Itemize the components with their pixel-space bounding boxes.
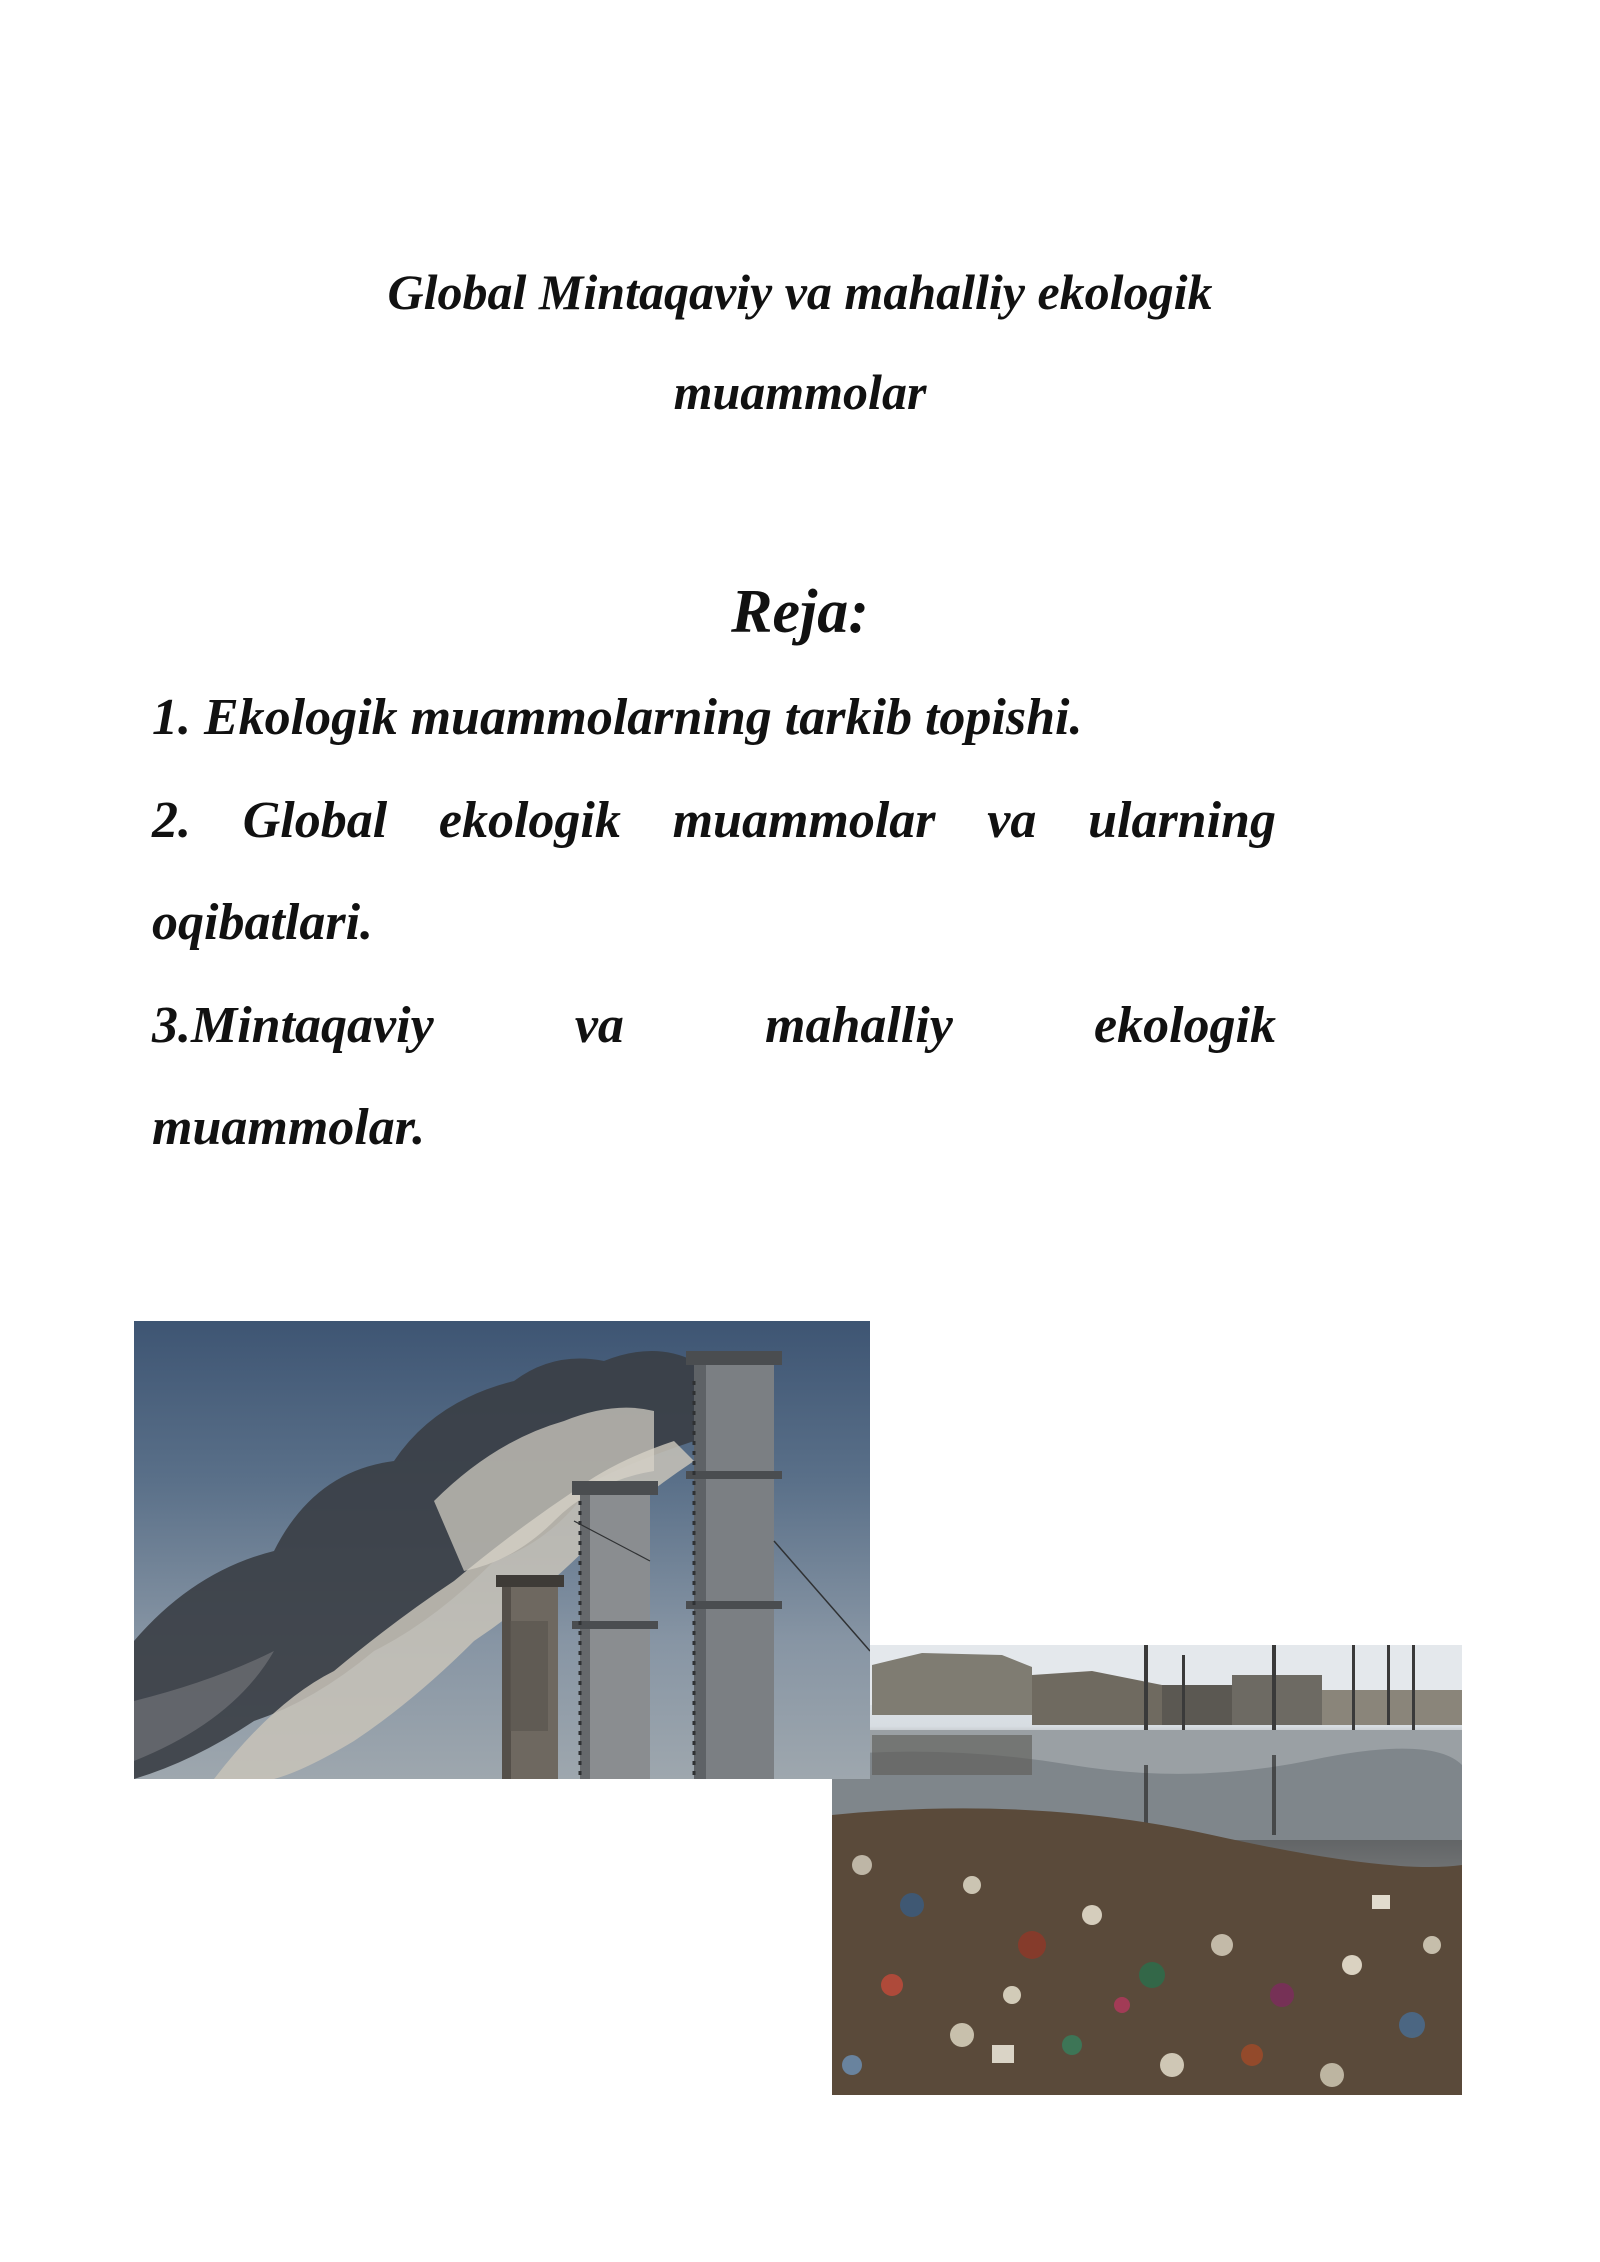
title-line-1: Global Mintaqaviy va mahalliy ekologik	[387, 264, 1213, 320]
plan-item-2-word: ekologik	[438, 792, 621, 849]
plan-item-2-word: Global	[242, 792, 388, 849]
plan-item-3-word: 3.Mintaqaviy	[152, 997, 434, 1054]
plan-item-3-word: va	[574, 997, 624, 1054]
plan-item-2-word: 2.	[152, 792, 191, 849]
plan-item-1: 1. Ekologik muammolarning tarkib topishi.	[152, 689, 1083, 746]
title-line-2: muammolar	[673, 364, 927, 420]
plan-item-3-word: mahalliy	[765, 997, 953, 1054]
plan-item-3-word: ekologik	[1093, 997, 1276, 1054]
plan-item-2-word: muammolar	[672, 792, 936, 849]
plan-item-2-continuation: oqibatlari.	[152, 894, 374, 951]
plan-item-2-word: ularning	[1088, 792, 1276, 849]
plan-item-2	[152, 789, 1276, 853]
plan-item-3	[152, 994, 1276, 1058]
smokestacks-photo	[134, 1321, 870, 1779]
polluted-water-photo	[832, 1645, 1462, 2095]
plan-heading: Reja:	[731, 578, 869, 646]
plan-item-3-continuation: muammolar.	[152, 1099, 426, 1156]
plan-item-2-word: va	[987, 792, 1037, 849]
